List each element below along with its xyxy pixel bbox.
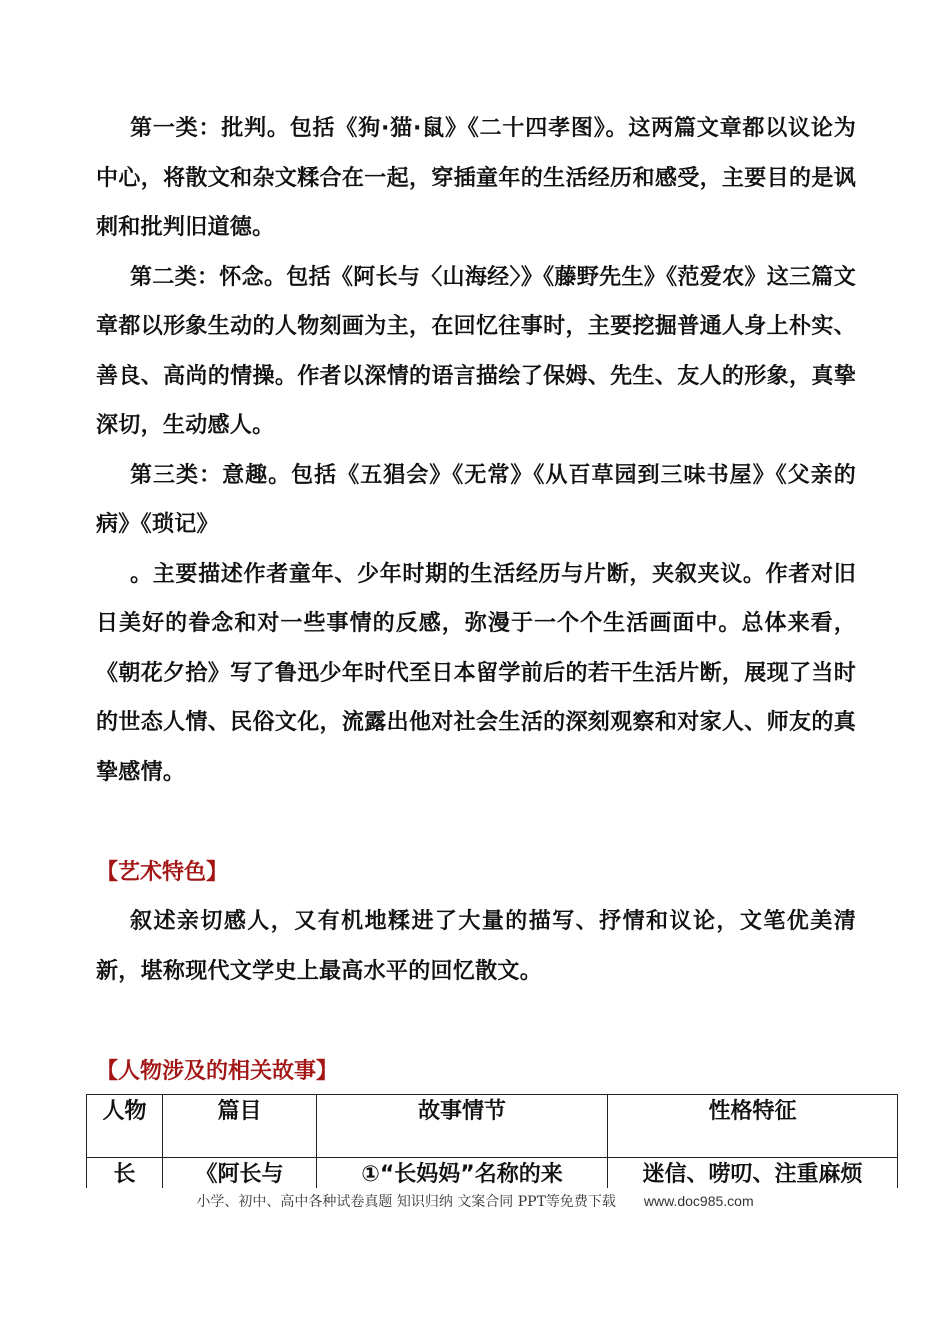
cell-character: 长 <box>87 1158 163 1189</box>
header-traits: 性格特征 <box>608 1095 898 1158</box>
art-features-body: 叙述亲切感人，又有机地糅进了大量的描写、抒情和议论，文笔优美清新，堪称现代文学史上最高水平的回忆散文。 <box>96 909 856 984</box>
cell-title: 《阿长与 <box>163 1158 317 1189</box>
paragraph-summary: 。主要描述作者童年、少年时期的生活经历与片断，夹叙夹议。作者对旧日美好的眷念和对一些事情的反感，弥漫于一个个生活画面中。总体来看，《朝花夕拾》写了鲁迅少年时代至日本留学前后的若干生活片断，展现了当时的世态人情、民俗文化，流露出他对社会生活的深刻观察和对家人、师友的真挚感情。 <box>96 561 856 785</box>
classification-section <box>96 104 856 797</box>
footer-site: www.doc985.com <box>643 1193 754 1209</box>
art-features-heading: 【艺术特色】 <box>96 860 229 885</box>
art-features-section <box>96 897 856 996</box>
character-stories-heading: 【人物涉及的相关故事】 <box>96 1059 339 1084</box>
table-header-row <box>87 1095 898 1158</box>
character-stories-table <box>86 1094 898 1188</box>
cell-traits: 迷信、唠叨、注重麻烦 <box>608 1158 898 1189</box>
paragraph-category-three: 第三类：意趣。包括《五猖会》《无常》《从百草园到三味书屋》《父亲的病》《琐记》 <box>96 462 856 537</box>
character-stories-table-wrap <box>86 1094 898 1188</box>
cell-plot: ①“长妈妈”名称的来 <box>317 1158 608 1189</box>
page-footer <box>0 1191 950 1212</box>
header-plot: 故事情节 <box>317 1095 608 1158</box>
header-character: 人物 <box>87 1095 163 1158</box>
table-row <box>87 1158 898 1189</box>
header-title: 篇目 <box>163 1095 317 1158</box>
paragraph-category-two: 第二类：怀念。包括《阿长与〈山海经〉》《藤野先生》《范爱农》这三篇文章都以形象生动的人物刻画为主，在回忆往事时，主要挖掘普通人身上朴实、善良、高尚的情操。作者以深情的语言描绘了保姆、先生、友人的形象，真挚深切，生动感人。 <box>96 264 856 438</box>
footer-text: 小学、初中、高中各种试卷真题 知识归纳 文案合同 PPT等免费下载 <box>196 1194 616 1210</box>
paragraph-category-one: 第一类：批判。包括《狗·猫·鼠》《二十四孝图》。这两篇文章都以议论为中心，将散文和杂文糅合在一起，穿插童年的生活经历和感受，主要目的是讽刺和批判旧道德。 <box>96 116 856 240</box>
